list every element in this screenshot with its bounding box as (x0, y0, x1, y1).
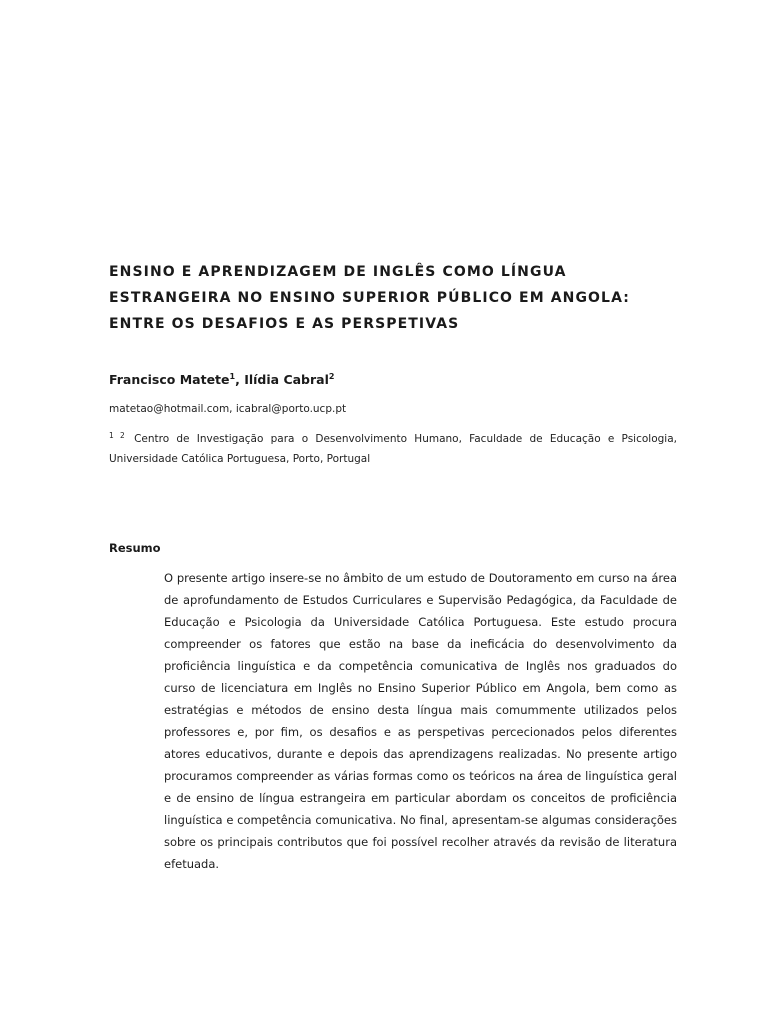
affiliation-marks: 1 2 (109, 431, 125, 440)
abstract-body: O presente artigo insere-se no âmbito de um estudo de Doutoramento em curso na área de aprofundamento de Estudos Curriculares e Supervisão Pedagógica, da Faculdade de Educação e Psicologia da Universidade Católica Portuguesa. Este estudo procura compreender os fatores que estão na base da ineficácia do desenvolvimento da proficiência linguística e da competência comunicativa de Inglês nos graduados do curso de licenciatura em Inglês no Ensino Superior Público em Angola, bem como as estratégias e métodos de ensino desta língua mais comummente utilizados pelos professores e, por fim, os desafios e as perspetivas percecionados pelos diferentes atores educativos, durante e depois das aprendizagens realizadas. No presente artigo procuramos compreender as várias formas como os teóricos na área de linguística geral e de ensino de língua estrangeira em particular abordam os conceitos de proficiência linguística e competência comunicativa. No final, apresentam-se algumas considerações sobre os principais contributos que foi possível recolher através da revisão de literatura efetuada. (164, 571, 677, 871)
affiliation-text: Centro de Investigação para o Desenvolvimento Humano, Faculdade de Educação e Psicologia, Universidade Católica Portuguesa, Porto, Portugal (109, 433, 677, 465)
abstract-heading: Resumo (109, 541, 161, 555)
author-separator: , (235, 372, 245, 387)
author-name: Ilídia Cabral (244, 372, 329, 387)
author-emails: matetao@hotmail.com, icabral@porto.ucp.pt (109, 403, 347, 415)
affiliation (109, 429, 677, 469)
paper-title: ENSINO E APRENDIZAGEM DE INGLÊS COMO LÍNGUA ESTRANGEIRA NO ENSINO SUPERIOR PÚBLICO EM ANGOLA: ENTRE OS DESAFIOS E AS PERSPETIVAS (109, 264, 630, 332)
author-affiliation-mark: 1 (229, 372, 236, 381)
author-name: Francisco Matete (109, 372, 230, 387)
author-affiliation-mark: 2 (328, 372, 335, 381)
author-list (109, 371, 334, 389)
